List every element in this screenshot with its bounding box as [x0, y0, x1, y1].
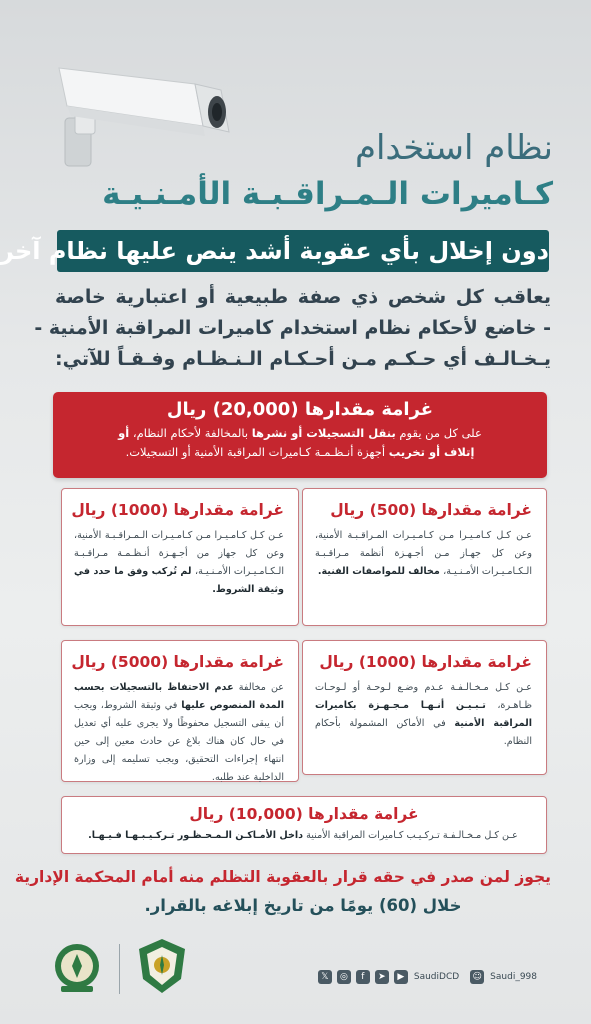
instagram-icon[interactable]: ◎: [337, 970, 351, 984]
text-bold: لم تُركب وفق ما حدد في وثيقة الشروط.: [74, 566, 284, 595]
text-span: أجهزة أنـظـمـة كـاميرات المراقبة الأمنية أو التسجيلات.: [125, 445, 389, 459]
social-bar: [318, 967, 543, 987]
text-span: في وثيقة الشروط، ويجب أن يبقى التسجيل محفوظًا ولا يجرى عليه أي تعديل في حال كان هناك بلاغ عن حادث معين إلى حين انتهاء إجراءات التحقيق، ويجب تسليمه إلى وزارة الداخلية عند طلبه.: [74, 700, 284, 783]
fine-card-text: [62, 825, 546, 845]
appeal-note-line2: خلال (60) يومًا من تاريخ إبلاغه بالقرار.: [144, 896, 462, 915]
social-handle-dcd[interactable]: SaudiDCD: [413, 972, 460, 982]
fine-card-title: غرامة مقدارها (1000) ريال: [71, 501, 284, 519]
fine-card-5000: [61, 640, 299, 782]
text-span: على كل من يقوم: [395, 426, 482, 440]
text-span: عن مخالفة: [233, 682, 284, 693]
x-twitter-icon[interactable]: 𝕏: [318, 970, 332, 984]
page-title-line2: كـاميرات الـمـراقـبـة الأمـنـيـة: [102, 176, 553, 212]
fine-card-title: غرامة مقدارها (1000) ريال: [319, 653, 532, 671]
fine-card-text: [62, 677, 298, 787]
intro-line: يعاقب كل شخص ذي صفة طبيعية أو اعتبارية خاصة: [55, 286, 551, 308]
fine-card-1000-a: [61, 488, 299, 626]
telegram-icon[interactable]: ➤: [375, 970, 389, 984]
logo-divider: [119, 944, 120, 994]
ministry-emblem-logo: [49, 940, 105, 996]
main-fine-box: [53, 392, 547, 478]
text-bold: مخالف للمواصفات الفنية.: [317, 566, 444, 577]
text-span: في الأماكن المشمولة بأحكام النظام.: [315, 718, 532, 747]
fine-card-1000-b: [302, 640, 547, 775]
text-bold: أو: [118, 426, 130, 440]
main-fine-title: غرامة مقدارها (20,000) ريال: [166, 399, 434, 420]
social-handle-998[interactable]: Saudi_998: [490, 972, 537, 982]
fine-card-title: غرامة مقدارها (10,000) ريال: [189, 805, 419, 823]
security-camera-illustration: [45, 40, 235, 180]
text-span: بالمخالفة لأحكام النظام،: [129, 426, 252, 440]
text-bold: داخل الأمـاكـن الـمـحـظـور تـركـيـبـهـا فـيـهـا.: [88, 830, 304, 841]
text-bold: إتلاف أو تخريب: [388, 445, 475, 459]
facebook-icon[interactable]: f: [356, 970, 370, 984]
intro-line: يـخـالـف أي حـكـم مـن أحـكـام الـنـظـام وفـقـاً للآتي:: [55, 348, 551, 370]
text-span: عـن كـل كـامـيـرا مـن كـامـيـرات المـراقـبـة الأمنية، وعن كل جهـاز مـن أجـهـزة أنظمة مـراقـبـة الـكـامـيـرات الأمـنـيـة،: [315, 530, 532, 577]
text-span: عـن كـل كـامـيـرا مـن كـامـيـرات الـمـراقـبـة الأمنية، وعن كل جهاز من أجـهـزة أنـظـمـة مـراقـبـة الـكـامـيـرات الأمـنـيـة،: [74, 530, 284, 577]
intro-paragraph: [34, 282, 551, 375]
intro-line: - خاضع لأحكام نظام استخدام كاميرات المراقبة الأمنية -: [34, 317, 551, 339]
fine-card-text: [62, 525, 298, 599]
header-banner: دون إخلال بأي عقوبة أشد ينص عليها نظام آخر: [57, 230, 549, 272]
fine-card-title: غرامة مقدارها (500) ريال: [330, 501, 532, 519]
text-span: عـن كـل مـخـالـفـة تـركـيـب كـاميرات المراقبة الأمنية: [303, 830, 518, 841]
fine-card-500: [302, 488, 547, 626]
text-span: عـن كـل مـخـالـفـة عـدم وضـع لـوحـة أو لـوحـات ظـاهـرة،: [315, 682, 532, 711]
civil-defense-logo: [133, 935, 191, 997]
text-bold: عدم الاحتفاظ بالتسجيلات بحسب المدة المنصوص عليها: [74, 682, 284, 711]
fine-card-text: [303, 525, 546, 581]
main-fine-text: [53, 424, 547, 462]
fine-card-text: [303, 677, 546, 751]
fine-card-10000: [61, 796, 547, 854]
fine-card-title: غرامة مقدارها (5000) ريال: [71, 653, 284, 671]
youtube-icon[interactable]: ▶: [394, 970, 408, 984]
page-title-line1: نظام استخدام: [354, 128, 553, 168]
appeal-note-line1: يجوز لمن صدر في حقه قرار بالعقوبة التظلم منه أمام المحكمة الإدارية: [14, 868, 551, 886]
snapchat-icon[interactable]: ☺: [470, 970, 484, 984]
text-bold: تـبـيـن أنـهـا مـجـهـزة بكاميرات المراقبة الأمنية: [315, 700, 532, 729]
text-bold: بنقل التسجيلات أو نشرها: [251, 426, 396, 440]
